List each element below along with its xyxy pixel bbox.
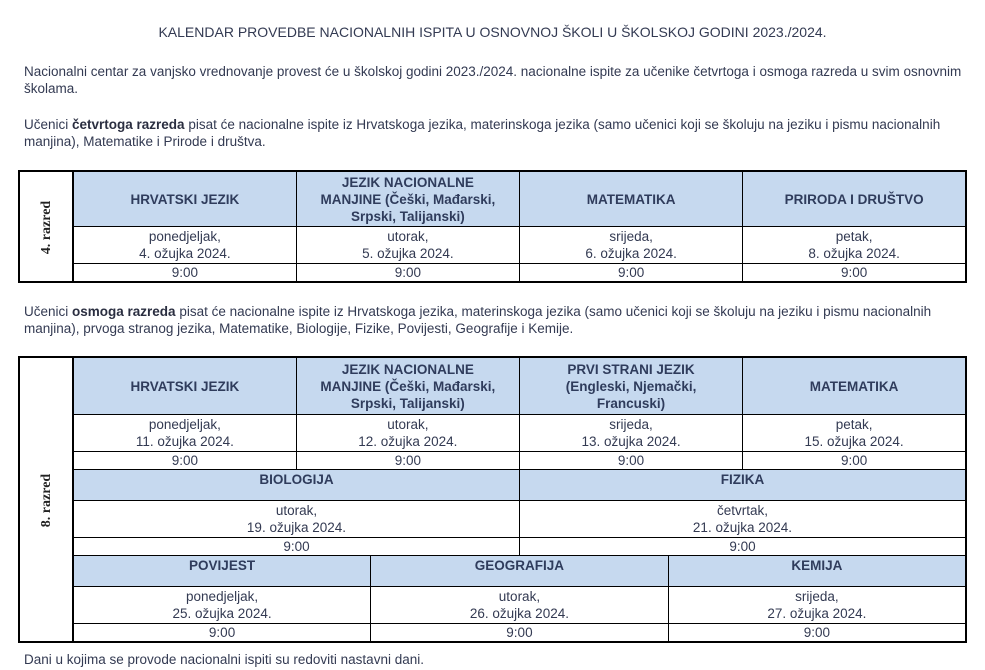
grade4-label: 4. razred [39, 200, 55, 254]
grade8-time-chemistry: 9:00 [668, 624, 966, 643]
exam-day: ponedjeljak, [148, 229, 221, 244]
grade8-date-geography [371, 587, 669, 624]
grade8-intro-bold: osmoga razreda [72, 304, 176, 319]
exam-date: 5. ožujka 2024. [362, 246, 454, 261]
grade8-intro-prefix: Učenici [24, 304, 73, 319]
exam-date: 4. ožujka 2024. [139, 246, 231, 261]
exam-date: 6. ožujka 2024. [585, 246, 677, 261]
grade4-schedule-table [18, 170, 967, 283]
exam-day: srijeda, [609, 417, 653, 432]
grade8-label: 8. razred [39, 473, 55, 527]
exam-date: 13. ožujka 2024. [581, 434, 681, 449]
grade8-time-minority-language: 9:00 [296, 452, 519, 470]
exam-date: 19. ožujka 2024. [246, 520, 346, 535]
grade8-subject-minority-language: JEZIK NACIONALNE MANJINE (Češki, Mađarski, Srpski, Talijanski) [296, 357, 519, 415]
grade4-label-cell [19, 171, 73, 282]
grade8-date-foreign-language [519, 415, 742, 452]
grade4-subject-nature-society: PRIRODA I DRUŠTVO [743, 171, 966, 227]
grade8-label-cell [19, 357, 73, 642]
grade8-date-chemistry [668, 587, 966, 624]
grade4-intro-suffix: pisat će nacionalne ispite iz Hrvatskoga jezika, materinskoga jezika (samo učenici koji se školuju na jeziku i pismu nacionalnih manjina), Matematike i Prirode i društva. [24, 117, 941, 149]
grade4-subject-math: MATEMATIKA [520, 171, 743, 227]
grade8-date-minority-language [296, 415, 519, 452]
grade4-intro-prefix: Učenici [24, 117, 73, 132]
grade4-date-nature-society [743, 227, 966, 264]
grade8-date-history [73, 587, 371, 624]
grade8-time-physics: 9:00 [519, 538, 966, 556]
grade4-date-croatian [73, 227, 296, 264]
intro-paragraph: Nacionalni centar za vanjsko vrednovanje provest će u školskoj godini 2023./2024. nacionalne ispite za učenike četvrtoga i osmoga razreda u svim osnovnim školama. [24, 64, 962, 96]
grade8-time-biology: 9:00 [73, 538, 519, 556]
exam-day: ponedjeljak, [148, 417, 221, 432]
footer-note: Dani u kojima se provode nacionalni ispiti su redoviti nastavni dani. [24, 652, 424, 667]
exam-day: četvrtak, [716, 503, 768, 518]
grade4-date-math [520, 227, 743, 264]
grade8-subject-croatian: HRVATSKI JEZIK [73, 357, 296, 415]
grade4-time-minority-language: 9:00 [296, 264, 519, 283]
grade8-time-math: 9:00 [743, 452, 966, 470]
grade8-time-foreign-language: 9:00 [519, 452, 742, 470]
exam-date: 11. ožujka 2024. [135, 434, 234, 449]
grade4-intro-bold: četvrtoga razreda [72, 117, 185, 132]
exam-date: 8. ožujka 2024. [808, 246, 900, 261]
exam-date: 25. ožujka 2024. [172, 606, 272, 621]
grade4-time-croatian: 9:00 [73, 264, 296, 283]
grade8-date-croatian [73, 415, 296, 452]
grade4-subject-croatian: HRVATSKI JEZIK [73, 171, 296, 227]
grade4-intro-paragraph [24, 116, 964, 150]
exam-date: 27. ožujka 2024. [767, 606, 867, 621]
grade8-date-physics [519, 501, 966, 538]
exam-date: 26. ožujka 2024. [469, 606, 569, 621]
grade8-subject-biology: BIOLOGIJA [73, 470, 519, 501]
grade8-subject-foreign-language: PRVI STRANI JEZIK (Engleski, Njemački, Francuski) [519, 357, 742, 415]
grade8-time-geography: 9:00 [371, 624, 669, 643]
grade4-subject-minority-language: JEZIK NACIONALNE MANJINE (Češki, Mađarski, Srpski, Talijanski) [296, 171, 519, 227]
exam-day: utorak, [387, 229, 429, 244]
exam-day: petak, [835, 417, 873, 432]
grade8-time-croatian: 9:00 [73, 452, 296, 470]
exam-date: 15. ožujka 2024. [804, 434, 904, 449]
grade4-time-math: 9:00 [520, 264, 743, 283]
exam-day: srijeda, [795, 589, 839, 604]
grade8-subject-history: POVIJEST [73, 556, 371, 587]
exam-date: 12. ožujka 2024. [358, 434, 458, 449]
grade8-time-history: 9:00 [73, 624, 371, 643]
grade8-date-biology [73, 501, 519, 538]
exam-day: ponedjeljak, [186, 589, 259, 604]
grade8-date-math [743, 415, 966, 452]
exam-date: 21. ožujka 2024. [692, 520, 792, 535]
grade8-subject-geography: GEOGRAFIJA [371, 556, 669, 587]
grade8-schedule-table [18, 356, 967, 643]
exam-day: utorak, [387, 417, 429, 432]
exam-day: utorak, [498, 589, 541, 604]
exam-day: utorak, [275, 503, 318, 518]
grade4-time-nature-society: 9:00 [743, 264, 966, 283]
grade8-subject-math: MATEMATIKA [743, 357, 966, 415]
grade4-date-minority-language [296, 227, 519, 264]
grade8-intro-suffix: pisat će nacionalne ispite iz Hrvatskoga jezika, materinskoga jezika (samo učenici koji se školuju na jeziku i pismu nacionalnih manjina), prvoga stranog jezika, Matematike, Biologije, Fizike, Povijesti, Geografije i Kemije. [24, 304, 932, 336]
exam-day: srijeda, [609, 229, 653, 244]
page-title: KALENDAR PROVEDBE NACIONALNIH ISPITA U OSNOVNOJ ŠKOLI U ŠKOLSKOJ GODINI 2023./2024. [158, 24, 827, 40]
grade8-subject-chemistry: KEMIJA [668, 556, 966, 587]
grade8-subject-physics: FIZIKA [519, 470, 966, 501]
exam-day: petak, [835, 229, 873, 244]
grade8-intro-paragraph [24, 303, 964, 337]
